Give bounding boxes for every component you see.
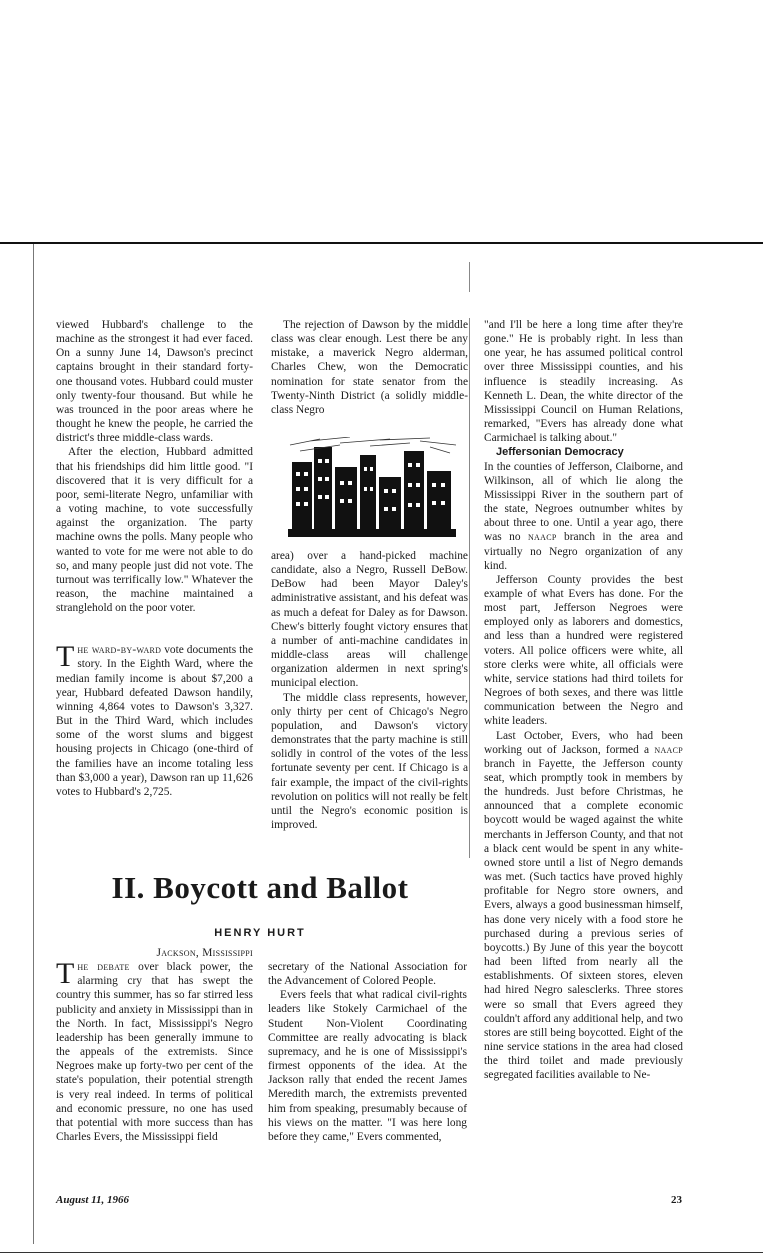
- col2-paragraph: area) over a hand-picked machine candidate, also a Negro, Russell DeBow. DeBow had been Mayor Daley's administrative assistant, and his defeat was as much a defeat for Daley as for Dawson. Chew's bitterly fought victory ensures that a number of anti-machine candidates in middle-class areas will challenge organization aldermen in next spring's municipal election.: [271, 550, 468, 690]
- page-number: 23: [671, 1194, 682, 1206]
- col3-paragraph: "and I'll be here a long time after they're gone." He is probably right. In less than one year, he has assumed political control over three Mississippi counties, and his influence is steadily increasing. As Kenneth L. Dean, the white director of the Mississippi Council on Human Relations, remarked, "Evers has already done what Carmichael is talking about.": [484, 319, 683, 445]
- top-rule: [0, 242, 763, 244]
- small-caps-lead: he debate: [77, 961, 130, 974]
- margin-rule: [33, 244, 34, 1244]
- article2-paragraph: secretary of the National Association for the Advancement of Colored People.: [268, 961, 467, 988]
- article2-column-2: [268, 960, 467, 1144]
- column-3: [484, 318, 683, 1082]
- city-skyline-illustration: [280, 437, 464, 540]
- section-subhead: Jeffersonian Democracy: [496, 446, 624, 459]
- article2-column-1: [56, 946, 253, 1144]
- article-headline: II. Boycott and Ballot: [111, 870, 409, 905]
- column-2-top: [271, 318, 468, 417]
- column-divider: [469, 262, 470, 292]
- col2-paragraph: The rejection of Dawson by the middle class was clear enough. Lest there be any mistake, a maverick Negro alderman, Charles Chew, won the Democratic nomination for state senator from the Twenty-Ninth District (a solidly middle-class Negro: [271, 319, 468, 416]
- col3-paragraph: Last October, Evers, who had been working out of Jackson, formed a naacp branch in Fayette, the Jefferson county seat, which promptly took in members by the hundreds. Just before Christmas, he announced that a complete economic boycott would be waged against the white merchants in Jefferson County, and that not a black cent would be spent in any white-owned store until a list of Negro demands was met. (Such tactics have proved highly profitable for Negro store owners, and Evers, always a good businessman himself, has done very nicely with a food store he purchased during a previous series of boycotts.) By June of this year the boycott had been lifted from nearly all the establishments. Of sixteen stores, eleven had hired Negro salesclerks. Three stores were so small that Evers agreed they couldn't afford any additional help, and two stores are still being boycotted. Eight of the nine service stations in the area had closed the third toilet and made previously segregated facilities available to Ne-: [484, 729, 683, 1082]
- col1-paragraph: After the election, Hubbard admitted that his friendships did him little good. "I discovered that it is very difficult for a poor, semi-literate Negro, unfamiliar with a voting machine, to vote successfully against the organization. The party machine owns the polls. Many people who wanted to vote for me were not able to do so, and many people just did not vote. The turnout was terrifically low." Whatever the reason, the machine maintained a stranglehold on the poor voter.: [56, 446, 253, 615]
- drop-cap: T: [56, 640, 75, 674]
- bottom-rule: [0, 1252, 763, 1253]
- col3-paragraph: In the counties of Jefferson, Claiborne, and Wilkinson, all of which lie along the Mississippi River in the southern part of the state, Negroes outnumber whites by about three to one. Until a year ago, there was no naacp branch in the area and virtually no Negro organization of any kind.: [484, 460, 683, 572]
- article2-lead-paragraph: The debate over black power, the alarming cry that has swept the country this summer, has so far stirred less publicity and anxiety in Mississippi than in the North. In fact, Mississippi's Negro leadership has been generally immune to the appeals of the extremists. Since Negroes make up forty-two per cent of the state's population, their potential strength is very real indeed. In terms of political and economic pressure, no one has used that potential with more success than has Charles Evers, the Mississippi field: [56, 957, 253, 1144]
- small-caps-lead: he ward-by-ward: [77, 644, 162, 657]
- drop-cap: T: [56, 957, 75, 991]
- dateline: Jackson, Mississippi: [156, 947, 253, 959]
- column-1: [56, 318, 253, 799]
- column-divider: [469, 318, 470, 858]
- footer-date: August 11, 1966: [56, 1194, 130, 1206]
- article-byline: HENRY HURT: [214, 927, 306, 939]
- col2-paragraph: The middle class represents, however, only thirty per cent of Chicago's Negro population, and Dawson's victory demonstrates that the party machine is still solidly in control of the votes of the less fortunate seventy per cent. If Chicago is a fair example, the impact of the civil-rights revolution on politics will not really be felt until the Negro's economic position is improved.: [271, 691, 468, 831]
- paragraph-text: vote documents the story. In the Eighth Ward, where the median family income is about $7,200 a year, Hubbard defeated Dawson handily, winning 4,864 votes to Dawson's 3,327. But in the Third Ward, which includes some of the worst slums and biggest housing projects in Chicago (one-third of the families have an income totaling less than $3,000 a year), Dawson ran up 11,626 votes to Hubbard's 2,725.: [56, 644, 254, 798]
- col3-paragraph: Jefferson County provides the best example of what Evers has done. For the most part, Jefferson Negroes were employed only as laborers and domestics, and less than a hundred were registered voters. All police officers were white, all store clerks were white, all officials were white, service stations had third toilets for Negroes of both sexes, and there was little communication between the Negro and white leaders.: [484, 573, 683, 728]
- col1-paragraph: viewed Hubbard's challenge to the machine as the strongest it had ever faced. On a sunny June 14, Dawson's precinct captains brought in their standard forty-one thousand votes. Hubbard could muster only twenty-four thousand. But while he was trounced in the poor areas where he thought he knew the people, he carried the district's three middle-class wards.: [56, 319, 253, 445]
- column-2-bottom: [271, 549, 468, 832]
- article2-paragraph: Evers feels that what radical civil-rights leaders like Stokely Carmichael of the Student Non-Violent Coordinating Committee are really advocating is black supremacy, and he is one of Mississippi's firmest opponents of the idea. At the Jackson rally that ended the recent James Meredith march, the extremists prevented him from speaking, presumably because of his views on the matter. "I was here long before they came," Evers commented,: [268, 989, 467, 1143]
- col1-paragraph-dropcap: [56, 640, 254, 799]
